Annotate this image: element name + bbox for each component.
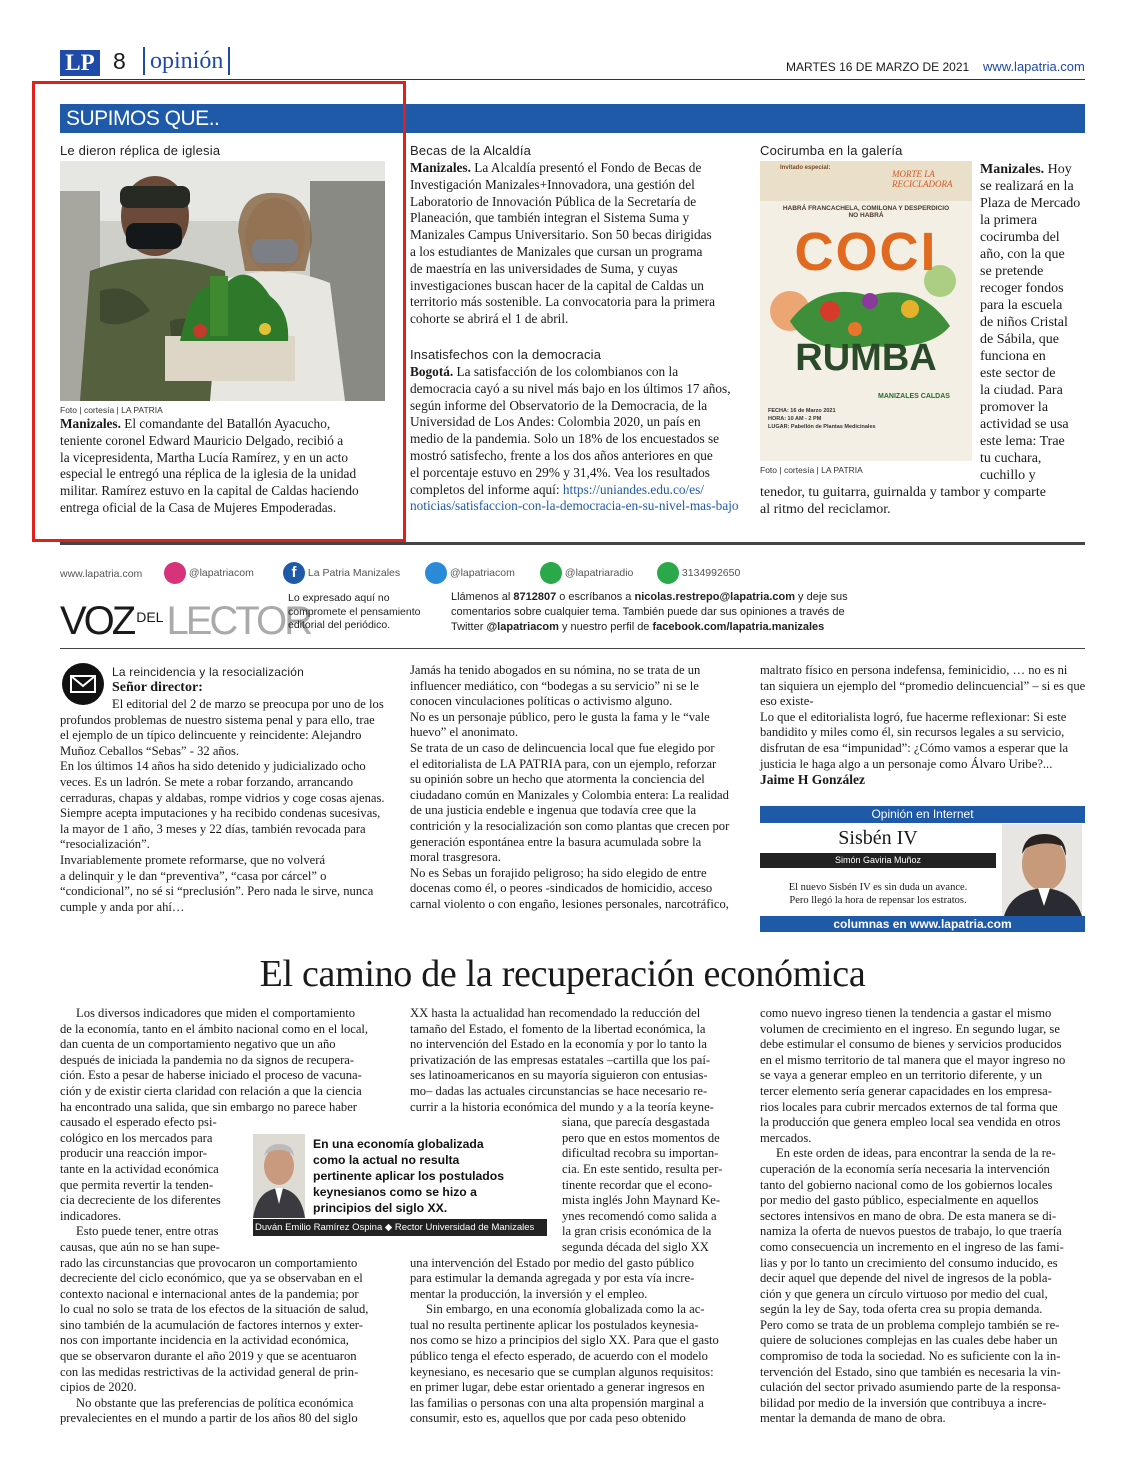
- diamond-icon: ◆: [384, 1222, 393, 1233]
- story3-lead: Bogotá.: [410, 364, 454, 379]
- pullquote: En una economía globalizada como la actual no resulta pertinente aplicar los postulados keynesianos como se hizo a principios del siglo XX.: [313, 1137, 504, 1215]
- story2-body: Manizales. La Alcaldía presentó el Fondo de Becas de Investigación Manizales+Innovadora, una gestión del Laboratorio de Innovación Pública de la Secretaría de Planeación, que también integran el Sistema Suma y Manizales Campus Universitario. Son 50 becas dirigidas a los estudiantes de Manizales que cursan un programa de maestría en las universidades de Suma, y cuyas investigaciones buscan hacer de la capital de Caldas un territorio más sostenible. La convocatoria para la primera cohorte se abrirá el 1 de abril.: [410, 160, 715, 327]
- opinion-footer-link[interactable]: columnas en www.lapatria.com: [760, 916, 1085, 932]
- opinion-author-photo: [1002, 824, 1082, 916]
- lp-logo: LP: [60, 50, 100, 76]
- poster-invite: Invitado especial:: [780, 165, 831, 171]
- letter-col2: Jamás ha tenido abogados en su nómina, no se trata de un influencer mediático, con “bodegas a su servicio” ni se le conocen vinculaciones políticas o activismo alguno. No es un personaje público, pero le gusta la fama y le “vale huevo” el anonimato. Se trata de un caso de delincuencia local que fue elegido por el editorialista de LA PATRIA para, con un ejemplo, reforzar su opinión sobre un hecho que atormenta la conciencia del ciudadano común en Manizales y Colombia entera: La realidad de una justicia endeble e ingenua que todavía cree que la contrición y la resocialización son como plantas que crecen por generación espontánea entre la basura acumulada sobre la moral trasgresora. No es Sebas un forajido peligroso; ha sido elegido de entre docenas como él, o peores -sindicados de homicidio, acceso carnal violento o con engaño, lesiones personales, narcotráfico,: [410, 663, 730, 911]
- article-col2: XX hasta la actualidad han recomendado la reducción del tamaño del Estado, el fomento de la libertad económica, la no intervención del Estado en la economía y por lo tanto la privatización de las empresas estatales –cartilla que los paí- ses latinoamericanos en su mayoría siguieron con entusias- mo– dadas las actuales circunstancias se hace necesario re- currir a la historia económica del mundo y a la teoría keyne- siana, que parecía desgastada pero que en estos momentos de dificultad recobra su importan- cia. En este sentido, resulta per- tinente recordar que el econo- mista inglés John Maynard Ke- ynes recomendó como salida a la gran crisis económica de la segunda década del siglo XX una intervención del Estado por medio del gasto público para estimular la demanda agregada y por esta vía incre- mentar la producción, la inversión y el empleo. Sin embargo, en una economía globalizada como la ac- tual no resulta pertinente aplicar los postulados keynesia- nos como se hizo a principios del siglo XX. Para que el gasto público tenga el efecto esperado, de acuerdo con el modelo keynesiano, es necesario que se cumplan algunos requisitos: en primer lugar, debe estar orientado a generar ingresos en las familias o personas con una alta propensión marginal a consumir, esto es, aquellos que por cada peso obtenido: [410, 1006, 723, 1426]
- whatsapp-icon: [657, 562, 679, 584]
- spotify-icon: [540, 562, 562, 584]
- story1-line: teniente coronel Edward Mauricio Delgado, recibió a: [60, 432, 344, 448]
- story1-line: militar. Ramírez estuvo en la capital de Caldas haciendo: [60, 483, 359, 499]
- story4-credit: Foto | cortesía | LA PATRIA: [760, 465, 863, 475]
- poster-details: FECHA: 16 de Marzo 2021 HORA: 10 AM - 2 PM LUGAR: Pabellón de Plantas Medicinales: [768, 408, 876, 430]
- story1-lead: Manizales.: [60, 416, 121, 431]
- story1-kicker: Le dieron réplica de iglesia: [60, 143, 221, 158]
- section-divider: [60, 542, 1085, 545]
- poster-tagline: HABRÁ FRANCACHELA, COMILONA Y DESPERDICIO NO HABRÁ: [782, 205, 950, 219]
- byline-author-photo: [253, 1134, 305, 1218]
- story1-body: [60, 416, 390, 517]
- poster-coci: COCI: [794, 222, 938, 282]
- story1-credit: Foto | cortesía | LA PATRIA: [60, 405, 163, 415]
- story4-kicker: Cocirumba en la galería: [760, 143, 903, 158]
- voz-rule: [60, 648, 1085, 649]
- contact-facebook[interactable]: facebook.com/lapatria.manizales: [652, 621, 825, 633]
- story1-photo: [60, 161, 385, 401]
- social-whatsapp[interactable]: 3134992650: [657, 562, 740, 584]
- opinion-title[interactable]: Sisbén IV: [838, 827, 918, 849]
- contact-twitter[interactable]: @lapatriacom: [486, 621, 559, 633]
- story4-full-body: tenedor, tu guitarra, guirnalda y tambor y comparte al ritmo del reciclamor.: [760, 485, 1046, 517]
- byline-role: Rector Universidad de Manizales: [394, 1222, 535, 1233]
- instagram-icon: [164, 562, 186, 584]
- story2-lead: Manizales.: [410, 160, 471, 175]
- section-title: opinión: [143, 47, 230, 75]
- letter-col3: maltrato físico en persona indefensa, feminicidio, … no es ni tan siquiera un ejemplo del “promedio delincuencial” – si es que eso existe- Lo que el editorialista logró, fue hacerme reflexionar: Si este bandidito y miles como él, sin recursos legales a su servicio, disfrutan de esa “impunidad”: ¿Cómo vamos a esperar que la justicia le haga algo a un personaje como Álvaro Uribe?... Jaime H González: [760, 663, 1090, 788]
- letter-kicker: La reincidencia y la resocialización: [112, 665, 304, 679]
- social-twitter[interactable]: @lapatriacom: [425, 562, 515, 584]
- social-instagram[interactable]: @lapatriacom: [164, 562, 254, 584]
- opinion-blurb: El nuevo Sisbén IV es sin duda un avance. Pero llegó la hora de repensar los estratos.: [788, 882, 968, 906]
- opinion-author: Simón Gaviria Muñoz: [760, 853, 996, 868]
- story1-line: entrega oficial de la Casa de Mujeres Empoderadas.: [60, 499, 337, 515]
- story3-link[interactable]: https://uniandes.edu.co/es/: [562, 481, 704, 497]
- twitter-icon: [425, 562, 447, 584]
- cocirumba-poster: [760, 161, 972, 461]
- story1-line: especial le entregó una réplica de la iglesia de la unidad: [60, 466, 357, 482]
- poster-rumba: RUMBA: [795, 337, 937, 379]
- byline-name: Duván Emilio Ramírez Ospina: [255, 1222, 383, 1233]
- opinion-internet-box[interactable]: [760, 806, 1085, 932]
- story2-kicker: Becas de la Alcaldía: [410, 143, 532, 158]
- article-col1: Los diversos indicadores que miden el comportamiento de la economía, tanto en el ámbito nacional como en el local, dan cuenta de un comportamiento negativo que un año después de iniciada la pandemia no da signos de recupera- ción. Esto a pesar de haberse iniciado el proceso de vacuna- ción y de existir cierta claridad con relación a que la ciencia ha encontrado una salida, que sin embargo no parece haber causado el esperado efecto psi- cológico en los mercados para producir una reacción impor- tante en la actividad económica que permita revertir la tenden- cia decreciente de los diferentes indicadores. Esto puede tener, entre otras causas, que aún no se han supe- rado las circunstancias que provocaron un comportamiento decreciente del ciclo económico, que ya se observaban en el contexto nacional e internacional antes de la pandemia; por lo cual no solo se trata de los efectos de la situación de salud, sino también de la acumulación de factores internos y exter- nos con importante incidencia en la actividad económica, que se observaron durante el año 2019 y que se acentuaron con las medidas restrictivas de la actividad general de prin- cipios de 2020. No obstante que las preferencias de política económica prevalecientes en el mundo a partir de los años 80 del siglo: [60, 1006, 369, 1426]
- article-col3: como nuevo ingreso tienen la tendencia a gastar el mismo volumen de crecimiento en el ingreso. En segundo lugar, se debe estimular el consumo de bienes y servicios producidos en el mismo territorio de tal manera que el mayor ingreso no se vaya a generar empleo en un territorio diferente, y un tercer elemento sería generar capacidades en los empresa- rios locales para cubrir mercados externos de tal forma que la producción que genera empleo local sea vendida en otros mercados. En este orden de ideas, para encontrar la senda de la re- cuperación de la economía sería necesaria la intervención tanto del gobierno nacional como de los gobiernos locales por medio del gasto público, especialmente en aquellos sectores intensivos en mano de obra. De esta manera se di- namiza la oferta de nuevos puestos de trabajo, lo que traería como consecuencia un incremento en el ingreso de las fami- lias y por lo tanto un crecimiento del consumo inducido, es decir aquel que depende del nivel de ingresos de la pobla- ción y que genera un círculo virtuoso por medio del cual, según la ley de Say, toda oferta crea su propia demanda. Pero como se trata de un problema complejo también se re- quiere de soluciones complejas en las cuales debe haber un compromiso de toda la sociedad. No es suficiente con la in- tervención del Estado, sino que también es necesaria la vin- culación del sector privado asumiendo parte de la responsa- bilidad por medio de la inversión que contribuya a incre- mentar la demanda de mano de obra.: [760, 1006, 1066, 1426]
- letter-signature: Jaime H González: [760, 772, 865, 788]
- story4-lead: Manizales.: [980, 162, 1045, 177]
- supimos-title: SUPIMOS QUE..: [66, 107, 220, 130]
- voz-disclaimer: Lo expresado aquí no compromete el pensamiento editorial del periódico.: [288, 592, 421, 631]
- story4-side-body: Manizales. Hoy se realizará en la Plaza de Mercado la primera cocirumba del año, con la que se pretende recoger fondos para la escuela de niños Cristal de Sábila, que funciona en este sector de la ciudad. Para promover la actividad se usa este lema: Trae tu cuchara, cuchillo y: [980, 162, 1081, 483]
- voz-contact: Llámenos al 8712807 o escríbanos a nicolas.restrepo@lapatria.com y deje sus comentarios sobre cualquier tema. También puede dar sus opiniones a través de Twitter @lapatriacom y nuestro perfil de facebook.com/lapatria.manizales: [451, 591, 848, 633]
- article-headline: El camino de la recuperación económica: [259, 953, 866, 995]
- facebook-icon: f: [283, 562, 305, 584]
- story1-line: la vicepresidenta, Martha Lucía Ramírez, y en un acto: [60, 449, 348, 465]
- social-facebook[interactable]: f La Patria Manizales: [283, 562, 400, 584]
- story3-kicker: Insatisfechos con la democracia: [410, 347, 602, 362]
- poster-script: MORTE LA RECICLADORA: [892, 169, 953, 189]
- voz-del-lector-title: VOZ $^{DEL}$LECTOR: [60, 599, 310, 643]
- dateline: MARTES 16 DE MARZO DE 2021: [786, 60, 970, 74]
- opinion-header: Opinión en Internet: [760, 806, 1085, 823]
- contact-phone[interactable]: 8712807: [513, 591, 557, 603]
- header-rule: [60, 79, 1085, 80]
- story1-line: Manizales. El comandante del Batallón Ayacucho,: [60, 416, 331, 431]
- story3-body: Bogotá. La satisfacción de los colombianos con la democracia cayó a su nivel más bajo en los últimos 17 años, según informe del Observatorio de la Democracia, de la Universidad de Los Andes: Colombia 2020, un país en medio de la pandemia. Solo un 18% de los encuestados se mostró satisfecho, frente a los dos años anteriores en que el porcentaje estuvo en 29% y 31,4%. Vea los resultados completos del informe aquí: https://uniandes.edu.co/es/ noticias/satisfaccion-con-la-democracia-en-su-nivel-mas-bajo: [410, 364, 750, 515]
- story3-link[interactable]: noticias/satisfaccion-con-la-democracia-en-su-nivel-mas-bajo: [410, 498, 739, 514]
- website-link[interactable]: www.lapatria.com: [983, 59, 1085, 74]
- social-spotify[interactable]: @lapatriaradio: [540, 562, 633, 584]
- page-number: 8: [113, 48, 126, 74]
- contact-email[interactable]: nicolas.restrepo@lapatria.com: [634, 591, 795, 603]
- letter-col1: El editorial del 2 de marzo se preocupa por uno de los profundos problemas de nuestro sistema penal y para ello, trae el ejemplo de un típico delincuente y reincidente: Alejandro Muñoz Ceballos “Sebas” - 32 años. En los últimos 14 años ha sido detenido y judicializado ocho veces. Es un ladrón. Se mete a robar forzando, arrancando cerraduras, chapas y aldabas, rompe vidrios y coge cosas ajenas. Siempre acepta imputaciones y ha recibido condenas sucesivas, la mayor de 1 año, 3 meses y 22 días, también revocada para “resocialización”. Invariablemente promete reformarse, que no volverá a delinquir y le dan “preventiva”, “casa por cárcel” o “condicional”, no sé si “preclusión”. Pero nada le sirve, nunca cumple y anda por ahí…: [60, 697, 385, 914]
- social-site[interactable]: www.lapatria.com: [60, 568, 143, 580]
- poster-city: MANIZALES CALDAS: [878, 393, 950, 400]
- letter-salutation: Señor director:: [112, 680, 203, 695]
